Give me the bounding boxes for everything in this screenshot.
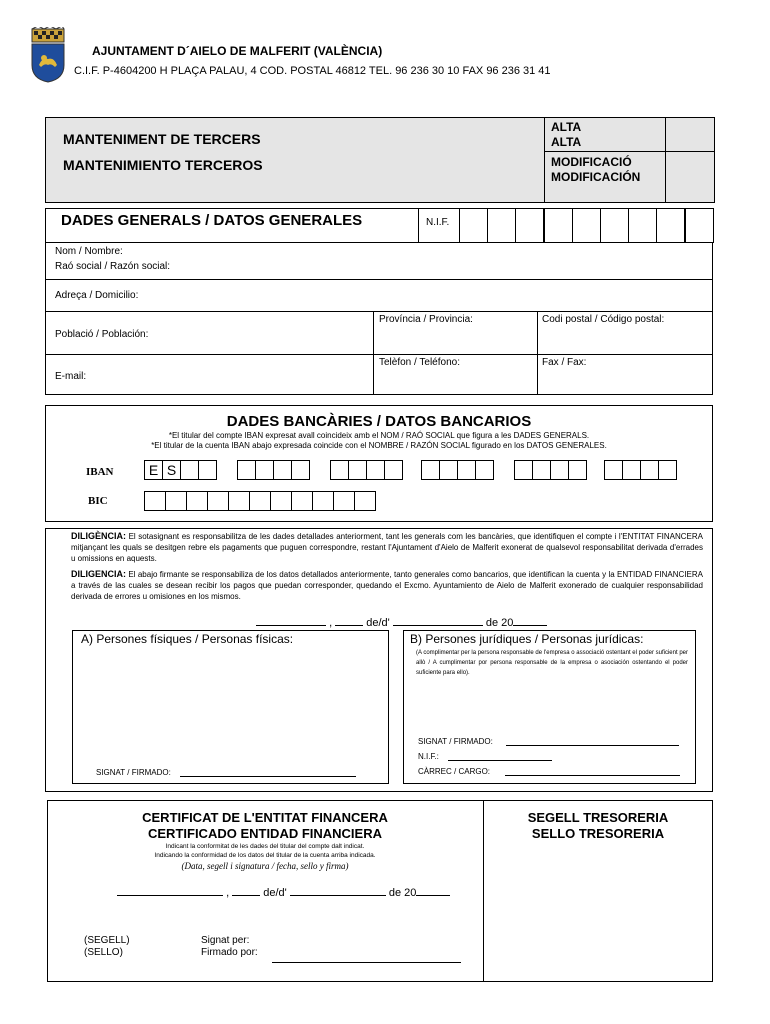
nif-digit-cell[interactable] bbox=[600, 208, 629, 243]
signed-by-line[interactable] bbox=[272, 962, 461, 963]
bic-char-cell[interactable] bbox=[144, 491, 166, 511]
date-month-blank[interactable] bbox=[393, 614, 483, 626]
date-day-blank[interactable] bbox=[335, 614, 363, 626]
mod-label-ca: MODIFICACIÓ bbox=[551, 155, 632, 169]
physical-persons-title: A) Persones físiques / Personas físicas: bbox=[81, 632, 294, 646]
iban-digit-cell[interactable] bbox=[348, 460, 367, 480]
bank-note-ca: *El titular del compte IBAN expresat avall coincideix amb el NOM / RAÓ SOCIAL que figura a les DADES GENERALS. bbox=[168, 431, 590, 440]
legal-persons-note: (A complimentar per la persona responsable de l'empresa o associació ostentant el poder suficient per allò / A cumplimentar por persona responsable de la empresa o asociación ostentando el poder suficiente para ello). bbox=[416, 650, 688, 676]
alta-label-ca: ALTA bbox=[551, 120, 582, 134]
alta-checkbox[interactable] bbox=[666, 118, 714, 151]
legal-role-line[interactable] bbox=[505, 775, 680, 776]
iban-digit-cell[interactable] bbox=[604, 460, 623, 480]
iban-digit-cell[interactable] bbox=[366, 460, 385, 480]
nif-digit-cell[interactable] bbox=[515, 208, 544, 243]
social-name-label: Raó social / Razón social: bbox=[55, 261, 171, 272]
diligence-es-title: DILIGENCIA: bbox=[71, 569, 126, 579]
certificate-note-ca: Indicant la conformitat de les dades del titular del compte dalt indicat. bbox=[165, 843, 365, 850]
coat-of-arms-logo bbox=[29, 27, 67, 83]
alta-label-es: ALTA bbox=[551, 135, 582, 149]
diligence-es-text: El abajo firmante se responsabiliza de los datos detallados anteriormente, tanto generales como bancarios, que identifican la cuenta y la ENTIDAD FINANCIERA a través de las cuales se desean recibir los pagos que puedan corresponder, quedando el Excmo. Ayuntamiento de Aielo de Malferit exonerado de cualquier responsabilidad derivada de errores u omisiones en los mismos. bbox=[71, 570, 703, 601]
diligence-es bbox=[71, 569, 703, 602]
phone-label: Telèfon / Teléfono: bbox=[379, 357, 460, 368]
iban-digit-cell[interactable]: S bbox=[162, 460, 181, 480]
physical-sign-label: SIGNAT / FIRMADO: bbox=[96, 768, 171, 777]
legal-role-label: CÀRREC / CARGO: bbox=[418, 767, 491, 776]
certificate-title-ca: CERTIFICAT DE L'ENTITAT FINANCERA bbox=[142, 810, 388, 825]
iban-digit-cell[interactable] bbox=[568, 460, 587, 480]
certificate-title-es: CERTIFICADO ENTIDAD FINANCIERA bbox=[148, 826, 382, 841]
modificacion-checkbox[interactable] bbox=[666, 152, 714, 202]
form-title-es: MANTENIMIENTO TERCEROS bbox=[63, 157, 263, 173]
form-title-ca: MANTENIMENT DE TERCERS bbox=[63, 131, 261, 147]
physical-sign-line[interactable] bbox=[180, 776, 356, 777]
iban-digit-cell[interactable] bbox=[532, 460, 551, 480]
bic-label: BIC bbox=[88, 495, 108, 507]
cert-date-month-blank[interactable] bbox=[290, 884, 386, 896]
legal-nif-label: N.I.F.: bbox=[418, 752, 439, 761]
treasury-seal-ca: SEGELL TRESORERIA bbox=[527, 810, 669, 825]
certificate-date-line: , de/d' de 20 bbox=[117, 884, 450, 899]
iban-digit-cell[interactable] bbox=[421, 460, 440, 480]
iban-digit-cell[interactable] bbox=[180, 460, 199, 480]
nif-digit-cell[interactable] bbox=[685, 208, 714, 243]
iban-digit-cell[interactable] bbox=[384, 460, 403, 480]
town-label: Població / Población: bbox=[55, 329, 149, 340]
legal-nif-line[interactable] bbox=[448, 760, 552, 761]
address-label: Adreça / Domicilio: bbox=[55, 290, 139, 301]
seal-label-es: (SELLO) bbox=[84, 947, 123, 958]
bic-char-cell[interactable] bbox=[354, 491, 376, 511]
fax-label: Fax / Fax: bbox=[542, 357, 587, 368]
diligence-ca-text: El sotasignant es responsabilitza de les dades detallades anteriorment, tant les generals com les bancàries, que identifiquen el compte i l'ENTITAT FINANCERA mitjançant les quals se desitgen rebre els pagaments que puguen correspondre, restant l'Ajuntament d'Aielo de Malferit exonerat de qualsevol responsabilitat derivada d'errades u omissions en aquests. bbox=[71, 532, 704, 563]
cert-date-day-blank[interactable] bbox=[232, 884, 260, 896]
date-year-blank[interactable] bbox=[513, 614, 547, 626]
bic-char-cell[interactable] bbox=[165, 491, 187, 511]
bic-char-cell[interactable] bbox=[291, 491, 313, 511]
nif-digit-cell[interactable] bbox=[487, 208, 516, 243]
iban-digit-cell[interactable] bbox=[622, 460, 641, 480]
bic-char-cell[interactable] bbox=[249, 491, 271, 511]
cert-date-year-blank[interactable] bbox=[416, 884, 450, 896]
bic-char-cell[interactable] bbox=[312, 491, 334, 511]
iban-digit-cell[interactable] bbox=[640, 460, 659, 480]
general-heading: DADES GENERALS / DATOS GENERALES bbox=[61, 212, 363, 229]
nif-digit-cell[interactable] bbox=[544, 208, 573, 243]
mod-label-es: MODIFICACIÓN bbox=[551, 170, 641, 184]
bic-char-cell[interactable] bbox=[186, 491, 208, 511]
diligence-ca bbox=[71, 531, 703, 564]
name-label: Nom / Nombre: bbox=[55, 246, 123, 257]
seal-label-ca: (SEGELL) bbox=[84, 935, 130, 946]
bank-note-es: *El titular de la cuenta IBAN abajo expresada coincide con el NOMBRE / RAZÓN SOCIAL figurado en los DATOS GENERALES. bbox=[151, 441, 607, 450]
bic-char-cell[interactable] bbox=[228, 491, 250, 511]
iban-digit-cell[interactable] bbox=[291, 460, 310, 480]
nif-label: N.I.F. bbox=[426, 217, 450, 228]
bic-char-cell[interactable] bbox=[333, 491, 355, 511]
cert-date-place-blank[interactable] bbox=[117, 884, 223, 896]
bic-char-cell[interactable] bbox=[270, 491, 292, 511]
certificate-note-es: Indicando la conformidad de los datos del titular de la cuenta arriba indicada. bbox=[154, 852, 376, 859]
province-label: Província / Provincia: bbox=[379, 314, 473, 325]
email-label: E-mail: bbox=[55, 371, 87, 382]
treasury-seal-es: SELLO TRESORERIA bbox=[531, 826, 665, 841]
iban-label: IBAN bbox=[86, 466, 114, 478]
bank-heading: DADES BANCÀRIES / DATOS BANCARIOS bbox=[226, 413, 532, 430]
org-details: C.I.F. P-4604200 H PLAÇA PALAU, 4 COD. POSTAL 46812 TEL. 96 236 30 10 FAX 96 236 31 41 bbox=[74, 65, 551, 77]
signed-by-label-ca: Signat per: bbox=[201, 935, 250, 946]
legal-persons-title: B) Persones jurídiques / Personas jurídicas: bbox=[410, 632, 644, 646]
nif-digit-cell[interactable] bbox=[656, 208, 685, 243]
iban-digit-cell[interactable] bbox=[255, 460, 274, 480]
nif-digit-cell[interactable] bbox=[572, 208, 601, 243]
iban-digit-cell[interactable] bbox=[550, 460, 569, 480]
org-name: AJUNTAMENT D´AIELO DE MALFERIT (VALÈNCIA) bbox=[92, 44, 383, 58]
legal-sign-label: SIGNAT / FIRMADO: bbox=[418, 737, 493, 746]
legal-sign-line[interactable] bbox=[506, 745, 679, 746]
physical-persons-box bbox=[72, 630, 389, 784]
iban-digit-cell[interactable] bbox=[330, 460, 349, 480]
diligence-date-line: , de/d' de 20 bbox=[256, 614, 547, 629]
bic-char-cell[interactable] bbox=[207, 491, 229, 511]
iban-digit-cell[interactable] bbox=[475, 460, 494, 480]
iban-digit-cell[interactable] bbox=[457, 460, 476, 480]
signed-by-label-es: Firmado por: bbox=[201, 947, 258, 958]
postal-code-label: Codi postal / Código postal: bbox=[542, 314, 665, 325]
nif-digit-cell[interactable] bbox=[628, 208, 657, 243]
iban-digit-cell[interactable] bbox=[273, 460, 292, 480]
iban-digit-cell[interactable] bbox=[658, 460, 677, 480]
iban-digit-cell[interactable]: E bbox=[144, 460, 163, 480]
date-place-blank[interactable] bbox=[256, 614, 326, 626]
iban-digit-cell[interactable] bbox=[439, 460, 458, 480]
iban-digit-cell[interactable] bbox=[198, 460, 217, 480]
certificate-note-italic: (Data, segell i signatura / fecha, sello y firma) bbox=[181, 861, 349, 871]
iban-digit-cell[interactable] bbox=[237, 460, 256, 480]
diligence-ca-title: DILIGÈNCIA: bbox=[71, 531, 126, 541]
nif-digit-cell[interactable] bbox=[459, 208, 488, 243]
iban-digit-cell[interactable] bbox=[514, 460, 533, 480]
